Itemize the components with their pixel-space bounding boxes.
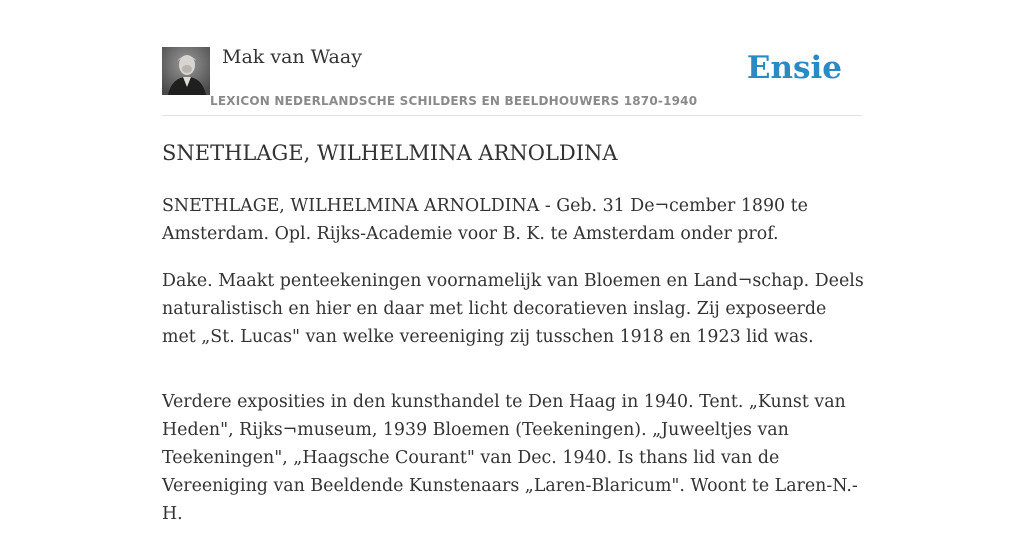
article-paragraph: SNETHLAGE, WILHELMINA ARNOLDINA - Geb. 31 De¬cember 1890 te Amsterdam. Opl. Rijks-Academie voor B. K. te Amsterdam onder prof. [162, 196, 808, 244]
portrait-image [162, 47, 210, 95]
article-paragraph: Verdere exposities in den kunsthandel te Den Haag in 1940. Tent. „Kunst van Heden", Rijks¬museum, 1939 Bloemen (Teekeningen). „Juweeltjes van Teekeningen", „Haagsche Courant" van Dec. 1940. Is thans lid van de Vereeniging van Beeldende Kunstenaars „Laren-Blaricum". Woont te Laren-N.-H. [162, 392, 858, 524]
ensie-logo[interactable]: Ensie [746, 50, 842, 86]
article-paragraph: Dake. Maakt penteekeningen voornamelijk van Bloemen en Land¬schap. Deels naturalistisch en hier en daar met licht decoratieven inslag. Zij exposeerde met „St. Lucas" van welke vereeniging zij tusschen 1918 en 1923 lid was. [162, 271, 864, 347]
header [162, 44, 862, 116]
article-body [162, 192, 864, 547]
author-avatar[interactable] [162, 47, 210, 95]
author-name[interactable]: Mak van Waay [222, 46, 362, 68]
article-title: SNETHLAGE, WILHELMINA ARNOLDINA [162, 141, 618, 165]
lexicon-title[interactable]: LEXICON NEDERLANDSCHE SCHILDERS EN BEELDHOUWERS 1870-1940 [210, 94, 698, 108]
